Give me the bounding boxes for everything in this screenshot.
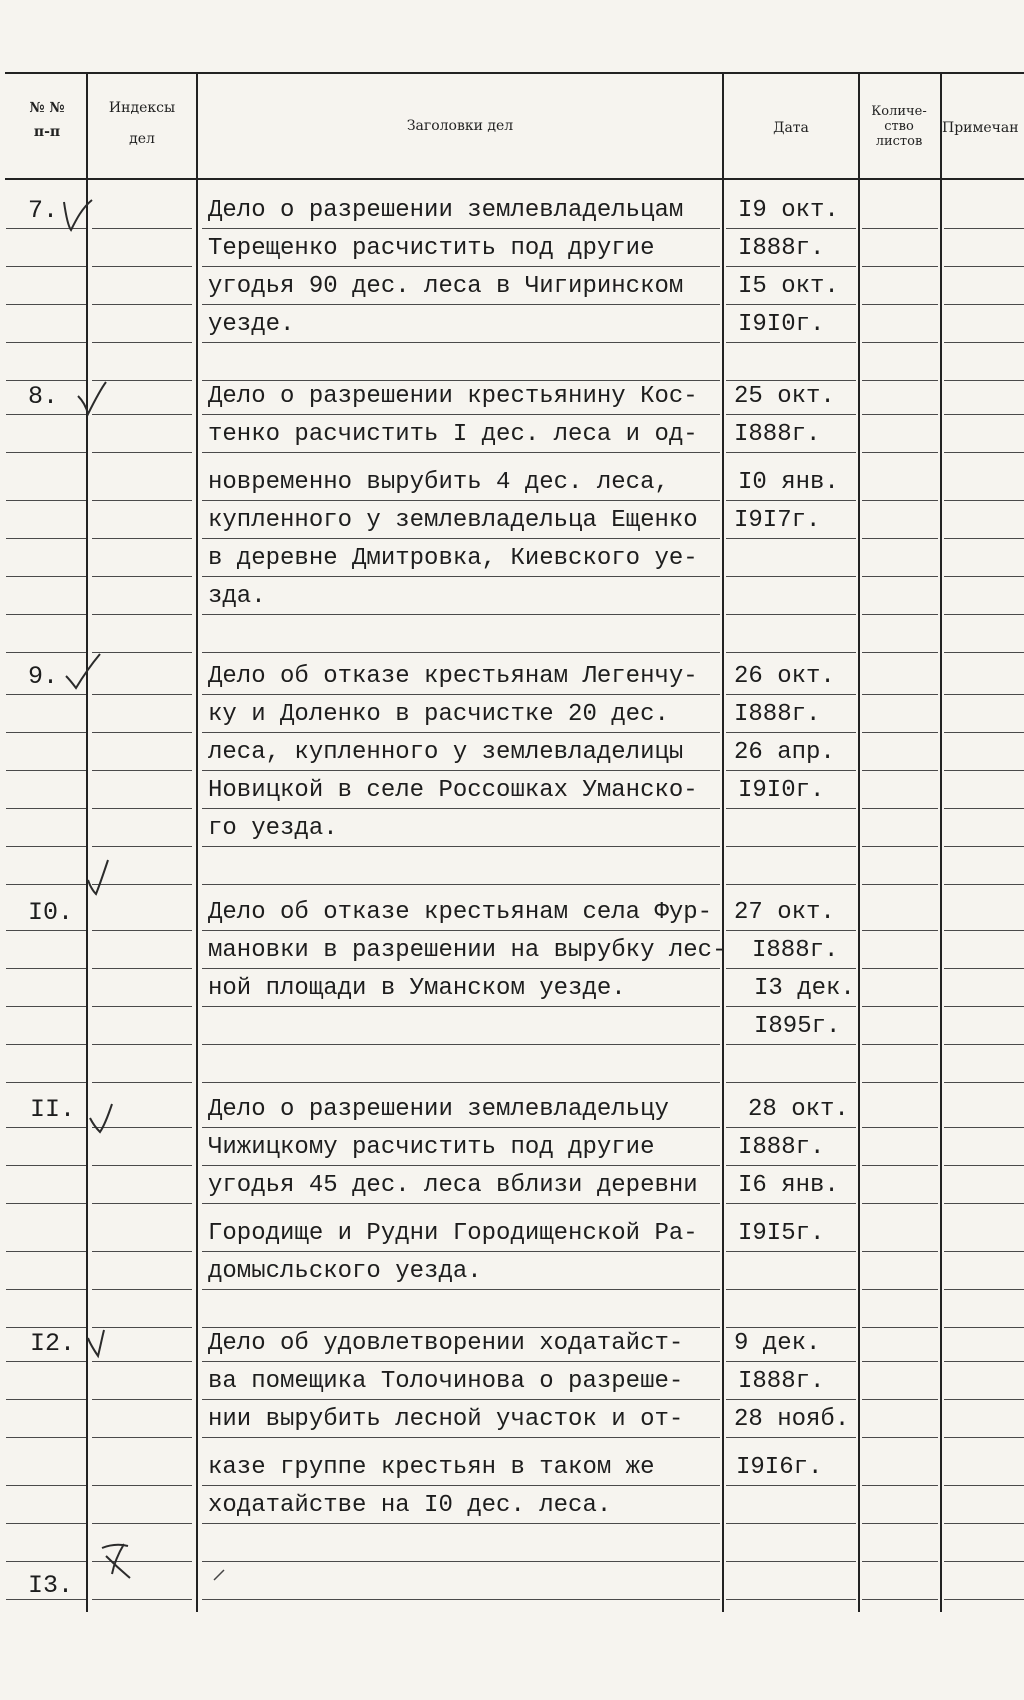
ruled-line [92, 930, 192, 931]
ruled-line [862, 228, 938, 229]
ruled-line [944, 1006, 1024, 1007]
ruled-line [6, 1251, 86, 1252]
header-count-label-3: листов [875, 134, 923, 149]
ruled-line [6, 414, 86, 415]
entry-title-line: Дело об отказе крестьянам Легенчу- [208, 663, 698, 690]
entry-date-line: I9 окт. [738, 197, 839, 224]
header-number-sublabel: п-п [33, 124, 61, 140]
entry-date-line: I888г. [752, 937, 839, 964]
entry-date-line: I888г. [738, 1368, 825, 1395]
ruled-line [862, 1251, 938, 1252]
ruled-line [862, 884, 938, 885]
ruled-line [202, 1251, 720, 1252]
ruled-line [202, 652, 720, 653]
header-count-label-2: ство [884, 119, 914, 134]
ruled-line [944, 1165, 1024, 1166]
ruled-line [202, 884, 720, 885]
ruled-line [862, 732, 938, 733]
entry-title-line: Дело о разрешении землевладельцу [208, 1096, 669, 1123]
entry-date-line: I895г. [754, 1013, 841, 1040]
entry-title-line: зда. [208, 583, 266, 610]
entry-title-line: Дело об удовлетворении ходатайст- [208, 1330, 684, 1357]
ruled-line [6, 1044, 86, 1045]
ruled-line [726, 304, 856, 305]
entry-date-line: I6 янв. [738, 1172, 839, 1199]
ruled-line [6, 452, 86, 453]
ruled-line [202, 500, 720, 501]
ruled-line [726, 576, 856, 577]
ruled-line [944, 1127, 1024, 1128]
ruled-line [944, 930, 1024, 931]
entry-date-line: I888г. [734, 421, 821, 448]
ruled-line [944, 380, 1024, 381]
ruled-line [726, 1251, 856, 1252]
ruled-line [944, 770, 1024, 771]
ruled-line [944, 1523, 1024, 1524]
ruled-line [202, 342, 720, 343]
entry-title-line: Дело о разрешении крестьянину Кос- [208, 383, 698, 410]
ruled-line [6, 1289, 86, 1290]
ruled-line [944, 968, 1024, 969]
ruled-line [726, 380, 856, 381]
ruled-line [862, 500, 938, 501]
ruled-line [726, 1006, 856, 1007]
ruled-line [944, 1485, 1024, 1486]
ruled-line [726, 1203, 856, 1204]
entry-title-line: купленного у землевладельца Ещенко [208, 507, 698, 534]
ruled-line [726, 770, 856, 771]
entry-title-line: в деревне Дмитровка, Киевского уе- [208, 545, 698, 572]
ruled-line [944, 1082, 1024, 1083]
ruled-line [92, 1203, 192, 1204]
ruled-line [944, 1327, 1024, 1328]
ruled-line [92, 1006, 192, 1007]
ruled-line [6, 304, 86, 305]
ruled-line [862, 652, 938, 653]
ruled-line [726, 1523, 856, 1524]
ruled-line [862, 1044, 938, 1045]
ruled-line [862, 342, 938, 343]
ruled-line [202, 452, 720, 453]
ruled-line [202, 732, 720, 733]
ruled-line [944, 694, 1024, 695]
ruled-line [726, 930, 856, 931]
entry-number: 9. [28, 662, 59, 691]
ruled-line [726, 1127, 856, 1128]
header-count-label: Количе- [871, 104, 927, 119]
header-date-cell [726, 120, 856, 137]
ruled-line [92, 452, 192, 453]
ruled-line [6, 1361, 86, 1362]
ruled-line [6, 1399, 86, 1400]
ruled-line [92, 968, 192, 969]
ruled-line [6, 500, 86, 501]
entry-title-line: ной площади в Уманском уезде. [208, 975, 626, 1002]
entry-number: I2. [30, 1329, 76, 1358]
header-bottom-rule [5, 178, 1024, 180]
ruled-line [726, 884, 856, 885]
entry-date-line: I9I6г. [736, 1454, 823, 1481]
ruled-line [92, 1289, 192, 1290]
ruled-line [944, 846, 1024, 847]
ruled-line [6, 576, 86, 577]
ruled-line [202, 1437, 720, 1438]
ruled-line [6, 1006, 86, 1007]
ruled-line [862, 1082, 938, 1083]
ruled-line [726, 266, 856, 267]
ruled-line [202, 1485, 720, 1486]
entry-title-line: тенко расчистить I дес. леса и од- [208, 421, 698, 448]
ruled-line [92, 500, 192, 501]
ruled-line [726, 1044, 856, 1045]
ruled-line [862, 930, 938, 931]
column-divider-5 [940, 72, 942, 1612]
ruled-line [6, 1082, 86, 1083]
ruled-line [944, 452, 1024, 453]
header-notes-label: Примечан [942, 120, 1019, 136]
ruled-line [92, 538, 192, 539]
ruled-line [6, 1327, 86, 1328]
ruled-line [944, 576, 1024, 577]
ruled-line [202, 808, 720, 809]
ruled-line [92, 652, 192, 653]
ruled-line [92, 1251, 192, 1252]
entry-title-line: ва помещика Толочинова о разреше- [208, 1368, 684, 1395]
ruled-line [862, 1127, 938, 1128]
entry-title-line: го уезда. [208, 815, 338, 842]
ruled-line [6, 1485, 86, 1486]
ruled-line [944, 1289, 1024, 1290]
ruled-line [6, 1203, 86, 1204]
entry-number: 8. [28, 382, 59, 411]
ruled-line [92, 614, 192, 615]
entry-date-line: I888г. [738, 235, 825, 262]
ruled-line [202, 228, 720, 229]
ruled-line [92, 1599, 192, 1600]
entry-date-line: 25 окт. [734, 383, 835, 410]
ruled-line [92, 304, 192, 305]
ruled-line [6, 1437, 86, 1438]
ruled-line [862, 1327, 938, 1328]
entry-title-line: Городище и Рудни Городищенской Ра- [208, 1220, 698, 1247]
ruled-line [944, 1203, 1024, 1204]
ruled-line [944, 1599, 1024, 1600]
ruled-line [726, 1599, 856, 1600]
ruled-line [202, 414, 720, 415]
ruled-line [862, 1437, 938, 1438]
ruled-line [92, 266, 192, 267]
ruled-line [202, 538, 720, 539]
header-count-cell [860, 104, 938, 149]
ruled-line [92, 770, 192, 771]
ruled-line [726, 694, 856, 695]
ruled-line [202, 1006, 720, 1007]
ruled-line [6, 846, 86, 847]
entry-title-line: нии вырубить лесной участок и от- [208, 1406, 684, 1433]
entry-title-line: Терещенко расчистить под другие [208, 235, 655, 262]
ruled-line [726, 500, 856, 501]
ruled-line [862, 614, 938, 615]
ruled-line [944, 228, 1024, 229]
ruled-line [6, 342, 86, 343]
ruled-line [944, 652, 1024, 653]
ruled-line [862, 968, 938, 969]
ruled-line [6, 614, 86, 615]
ruled-line [726, 538, 856, 539]
checkmark-icon [98, 1540, 138, 1580]
entry-title-line: леса, купленного у землевладелицы [208, 739, 684, 766]
entry-date-line: 26 апр. [734, 739, 835, 766]
ruled-line [862, 1399, 938, 1400]
header-index-cell [90, 100, 194, 148]
ruled-line [202, 1599, 720, 1600]
ruled-line [6, 1523, 86, 1524]
ruled-line [726, 228, 856, 229]
ruled-line [202, 1561, 720, 1562]
ruled-line [862, 846, 938, 847]
ruled-line [6, 770, 86, 771]
ruled-line [862, 452, 938, 453]
ruled-line [92, 1082, 192, 1083]
ruled-line [862, 1361, 938, 1362]
ruled-line [6, 380, 86, 381]
entry-date-line: 28 окт. [748, 1096, 849, 1123]
checkmark-icon [86, 1098, 126, 1138]
ruled-line [726, 342, 856, 343]
ruled-line [202, 846, 720, 847]
ruled-line [726, 968, 856, 969]
entry-title-line: домысльского уезда. [208, 1258, 482, 1285]
ruled-line [862, 266, 938, 267]
ruled-line [92, 694, 192, 695]
ruled-line [944, 1044, 1024, 1045]
ruled-line [726, 846, 856, 847]
ruled-line [6, 732, 86, 733]
ruled-line [862, 1203, 938, 1204]
ruled-line [92, 1399, 192, 1400]
ruled-line [726, 732, 856, 733]
ruled-line [6, 808, 86, 809]
ruled-line [862, 1599, 938, 1600]
ruled-line [944, 614, 1024, 615]
ruled-line [944, 414, 1024, 415]
ruled-line [6, 538, 86, 539]
header-titles-cell [200, 118, 720, 135]
ruled-line [202, 304, 720, 305]
entry-title-line: Дело о разрешении землевладельцам [208, 197, 684, 224]
ruled-line [726, 1561, 856, 1562]
ruled-line [92, 1165, 192, 1166]
header-index-label: Индексы [108, 100, 176, 116]
ruled-line [202, 770, 720, 771]
ruled-line [944, 732, 1024, 733]
ruled-line [92, 1523, 192, 1524]
pen-stroke-icon [210, 1562, 234, 1586]
checkmark-icon [58, 196, 98, 236]
ruled-line [202, 1361, 720, 1362]
ruled-line [92, 342, 192, 343]
ruled-line [726, 1437, 856, 1438]
ruled-line [726, 414, 856, 415]
ruled-line [944, 1361, 1024, 1362]
ruled-line [92, 1361, 192, 1362]
ruled-line [944, 500, 1024, 501]
ruled-line [202, 380, 720, 381]
ruled-line [944, 538, 1024, 539]
entry-date-line: I9I0г. [738, 777, 825, 804]
header-number-label: № № [29, 100, 65, 116]
ruled-line [862, 1523, 938, 1524]
ruled-line [862, 770, 938, 771]
ruled-line [202, 930, 720, 931]
ruled-line [202, 694, 720, 695]
ruled-line [726, 1327, 856, 1328]
entry-date-line: I9I0г. [738, 311, 825, 338]
ruled-line [92, 808, 192, 809]
ruled-line [726, 614, 856, 615]
entry-title-line: угодья 45 дес. леса вблизи деревни [208, 1172, 698, 1199]
ruled-line [862, 694, 938, 695]
ruled-line [6, 1127, 86, 1128]
entry-number: I3. [28, 1571, 74, 1600]
ruled-line [202, 576, 720, 577]
entry-number: II. [30, 1095, 76, 1124]
ruled-line [202, 1523, 720, 1524]
ruled-line [944, 808, 1024, 809]
entry-title-line: казе группе крестьян в таком же [208, 1454, 655, 1481]
column-divider-2 [196, 72, 198, 1612]
ruled-line [944, 266, 1024, 267]
column-divider-4 [858, 72, 860, 1612]
entry-title-line: ку и Доленко в расчистке 20 дес. [208, 701, 669, 728]
ruled-line [726, 452, 856, 453]
entry-date-line: I9I5г. [738, 1220, 825, 1247]
ruled-line [202, 1044, 720, 1045]
checkmark-icon [84, 858, 124, 898]
entry-title-line: новременно вырубить 4 дес. леса, [208, 469, 669, 496]
entry-title-line: Чижицкому расчистить под другие [208, 1134, 655, 1161]
ruled-line [6, 884, 86, 885]
ruled-line [944, 304, 1024, 305]
header-titles-label: Заголовки дел [406, 118, 514, 134]
entry-date-line: I3 дек. [754, 975, 855, 1002]
ruled-line [862, 576, 938, 577]
ruled-line [726, 1399, 856, 1400]
ruled-line [92, 576, 192, 577]
entry-title-line: уезде. [208, 311, 295, 338]
header-date-label: Дата [773, 120, 809, 136]
ruled-line [726, 1485, 856, 1486]
ruled-line [92, 1485, 192, 1486]
ruled-line [862, 304, 938, 305]
ruled-line [862, 414, 938, 415]
entry-date-line: 9 дек. [734, 1330, 821, 1357]
ruled-line [944, 342, 1024, 343]
ruled-line [726, 1082, 856, 1083]
ruled-line [862, 380, 938, 381]
entry-date-line: I888г. [738, 1134, 825, 1161]
ruled-line [202, 1127, 720, 1128]
ruled-line [6, 266, 86, 267]
entry-date-line: 26 окт. [734, 663, 835, 690]
ruled-line [92, 732, 192, 733]
ruled-line [92, 228, 192, 229]
ruled-line [726, 1289, 856, 1290]
ruled-line [202, 1203, 720, 1204]
ruled-line [862, 1006, 938, 1007]
ruled-line [92, 1044, 192, 1045]
ruled-line [862, 1561, 938, 1562]
header-number-cell [10, 100, 84, 141]
entry-number: 7. [28, 196, 59, 225]
entry-number: I0. [28, 898, 74, 927]
ruled-line [944, 1437, 1024, 1438]
ruled-line [862, 1165, 938, 1166]
ruled-line [202, 1399, 720, 1400]
ruled-line [92, 846, 192, 847]
ruled-line [92, 1437, 192, 1438]
ruled-line [726, 652, 856, 653]
checkmark-icon [76, 380, 116, 420]
ruled-line [944, 884, 1024, 885]
ruled-line [202, 614, 720, 615]
ruled-line [6, 930, 86, 931]
column-divider-1 [86, 72, 88, 1612]
ruled-line [944, 1561, 1024, 1562]
ruled-line [6, 694, 86, 695]
header-index-sublabel: дел [129, 131, 155, 147]
ruled-line [6, 1561, 86, 1562]
column-divider-3 [722, 72, 724, 1612]
ruled-line [6, 1165, 86, 1166]
ruled-line [202, 1165, 720, 1166]
ruled-line [862, 1485, 938, 1486]
ruled-line [202, 1289, 720, 1290]
entry-date-line: 28 нояб. [734, 1406, 850, 1433]
entry-title-line: угодья 90 дес. леса в Чигиринском [208, 273, 684, 300]
ruled-line [862, 538, 938, 539]
entry-date-line: 27 окт. [734, 899, 835, 926]
ruled-line [862, 1289, 938, 1290]
ruled-line [944, 1251, 1024, 1252]
ruled-line [6, 968, 86, 969]
ruled-line [944, 1399, 1024, 1400]
entry-title-line: мановки в разрешении на вырубку лес- [208, 937, 727, 964]
header-top-rule [5, 72, 1024, 74]
ruled-line [202, 968, 720, 969]
ruled-line [202, 1082, 720, 1083]
entry-title-line: Дело об отказе крестьянам села Фур- [208, 899, 713, 926]
entry-title-line: ходатайстве на I0 дес. леса. [208, 1492, 612, 1519]
entry-date-line: I0 янв. [738, 469, 839, 496]
entry-title-line: Новицкой в селе Россошках Уманско- [208, 777, 698, 804]
ruled-line [726, 808, 856, 809]
entry-date-line: I9I7г. [734, 507, 821, 534]
entry-date-line: I888г. [734, 701, 821, 728]
ruled-line [726, 1361, 856, 1362]
checkmark-icon [62, 652, 102, 692]
entry-date-line: I5 окт. [738, 273, 839, 300]
ruled-line [202, 266, 720, 267]
ruled-line [862, 808, 938, 809]
header-notes-cell [942, 120, 1024, 137]
ruled-line [202, 1327, 720, 1328]
checkmark-icon [84, 1320, 124, 1360]
ruled-line [726, 1165, 856, 1166]
